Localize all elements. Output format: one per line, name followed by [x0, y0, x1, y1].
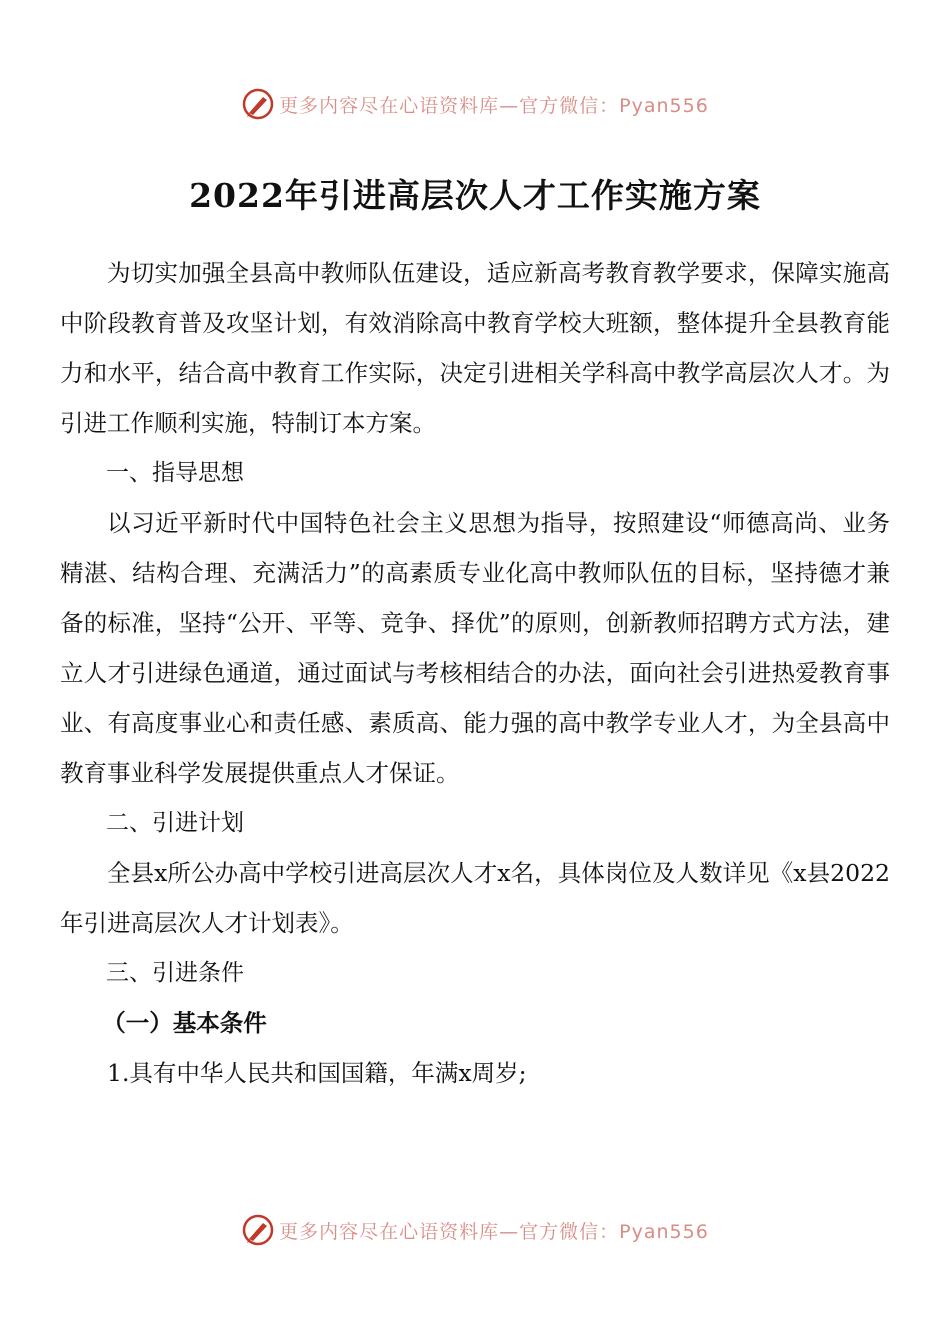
section-heading-conditions: 三、引进条件 [106, 960, 244, 986]
footer-watermark [0, 1210, 950, 1250]
watermark-text: 更多内容尽在心语资料库—官方微信：Pyan556 [279, 1220, 709, 1243]
document-body [60, 248, 890, 1098]
section-heading-plan: 二、引进计划 [106, 810, 244, 836]
pen-logo-icon [241, 1213, 275, 1247]
condition-item-1: 1.具有中华人民共和国国籍，年满x周岁; [107, 1059, 527, 1087]
document-title: 2022年引进高层次人才工作实施方案 [189, 176, 761, 215]
pen-logo-icon [241, 87, 275, 121]
watermark-text: 更多内容尽在心语资料库—官方微信：Pyan556 [279, 94, 709, 117]
plan-paragraph: 全县x所公办高中学校引进高层次人才x名，具体岗位及人数详见《x县2022年引进高层次人才计划表》。 [60, 859, 890, 937]
section-heading-guiding-ideology: 一、指导思想 [106, 460, 244, 486]
header-watermark [0, 84, 950, 124]
guiding-ideology-paragraph: 以习近平新时代中国特色社会主义思想为指导，按照建设“师德高尚、业务精湛、结构合理、充满活力”的高素质专业化高中教师队伍的目标，坚持德才兼备的标准，坚持“公开、平等、竞争、择优”的原则，创新教师招聘方式方法，建立人才引进绿色通道，通过面试与考核相结合的办法，面向社会引进热爱教育事业、有高度事业心和责任感、素质高、能力强的高中教学专业人才，为全县高中教育事业科学发展提供重点人才保证。 [60, 509, 890, 787]
intro-paragraph: 为切实加强全县高中教师队伍建设，适应新高考教育教学要求，保障实施高中阶段教育普及攻坚计划，有效消除高中教育学校大班额，整体提升全县教育能力和水平，结合高中教育工作实际，决定引进相关学科高中教学高层次人才。为引进工作顺利实施，特制订本方案。 [60, 259, 890, 437]
subsection-heading-basic-conditions: （一）基本条件 [102, 1009, 267, 1037]
